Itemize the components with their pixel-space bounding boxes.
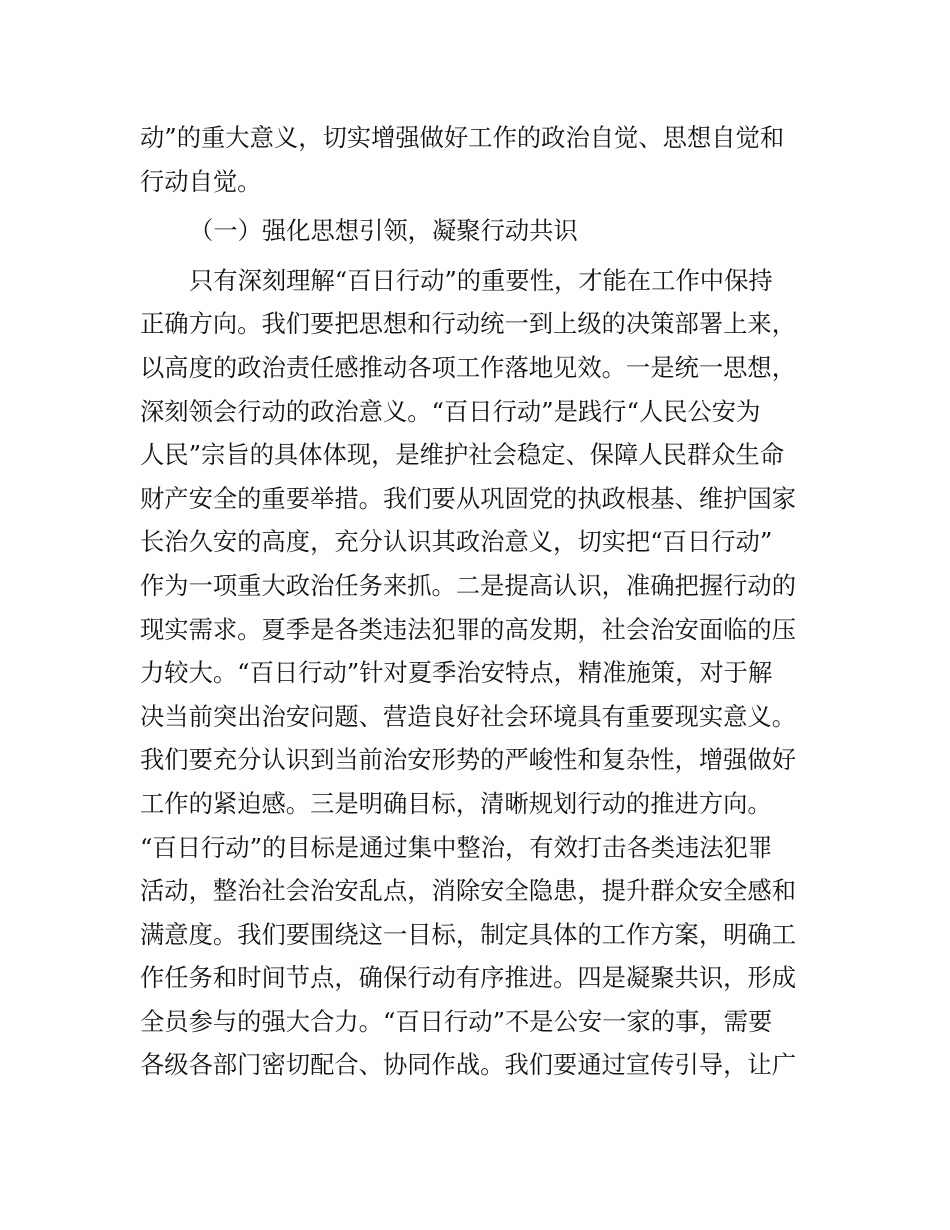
body-line-16: 满意度。我们要围绕这一目标，制定具体的工作方案，明确工 [140, 919, 797, 949]
body-line-17: 作任务和时间节点，确保行动有序推进。四是凝聚共识，形成 [140, 963, 797, 993]
body-line-19: 各级各部门密切配合、协同作战。我们要通过宣传引导，让广 [140, 1050, 797, 1080]
body-line-12: 我们要充分认识到当前治安形势的严峻性和复杂性，增强做好 [140, 745, 797, 775]
body-line-13: 工作的紧迫感。三是明确目标，清晰规划行动的推进方向。 [140, 788, 772, 818]
intro-line-2: 行动自觉。 [140, 166, 262, 196]
body-line-3: 以高度的政治责任感推动各项工作落地见效。一是统一思想， [140, 352, 797, 382]
body-line-11: 决当前突出治安问题、营造良好社会环境具有重要现实意义。 [140, 701, 797, 731]
intro-line-1: 动”的重大意义，切实增强做好工作的政治自觉、思想自觉和 [140, 123, 785, 152]
body-line-5: 人民”宗旨的具体体现，是维护社会稳定、保障人民群众生命 [140, 440, 785, 470]
body-line-15: 活动，整治社会治安乱点，消除安全隐患，提升群众安全感和 [140, 876, 797, 906]
body-line-1: 只有深刻理解“百日行动”的重要性，才能在工作中保持 [189, 265, 773, 295]
body-line-8: 作为一项重大政治任务来抓。二是提高认识，准确把握行动的 [140, 570, 797, 600]
body-line-4: 深刻领会行动的政治意义。“百日行动”是践行“人民公安为 [140, 396, 761, 426]
section-heading: （一）强化思想引领，凝聚行动共识 [189, 216, 578, 246]
body-line-18: 全员参与的强大合力。“百日行动”不是公安一家的事，需要 [140, 1006, 773, 1036]
body-line-9: 现实需求。夏季是各类违法犯罪的高发期，社会治安面临的压 [140, 614, 797, 644]
body-line-7: 长治久安的高度，充分认识其政治意义，切实把“百日行动” [140, 527, 773, 557]
body-line-14: “百日行动”的目标是通过集中整治，有效打击各类违法犯罪 [140, 832, 773, 862]
body-line-2: 正确方向。我们要把思想和行动统一到上级的决策部署上来， [140, 309, 797, 339]
document-text [140, 116, 820, 1087]
body-line-6: 财产安全的重要举措。我们要从巩固党的执政根基、维护国家 [140, 483, 797, 513]
body-line-10: 力较大。“百日行动”针对夏季治安特点，精准施策，对于解 [140, 658, 773, 688]
